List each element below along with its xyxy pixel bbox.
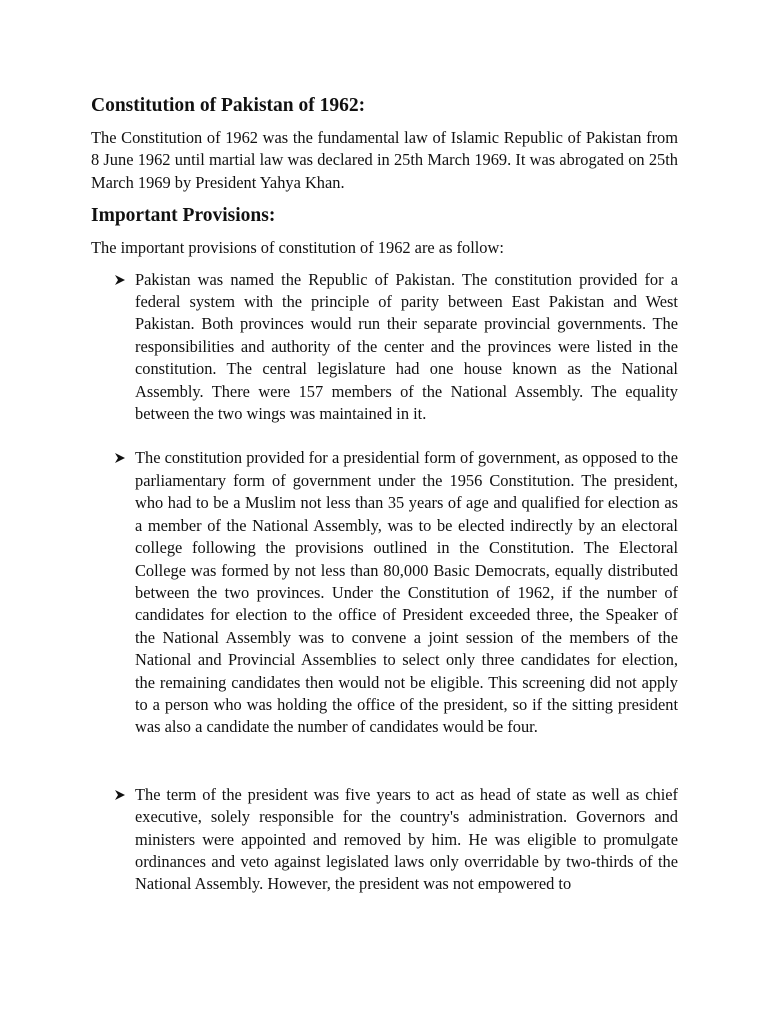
provision-text: Pakistan was named the Republic of Pakistan. The constitution provided for a federal system with the principle of parity between East Pakistan and West Pakistan. Both provinces would run their separate provincial governments. The responsibilities and authority of the center and the provinces were listed in the constitution. The central legislature had one house known as the National Assembly. There were 157 members of the National Assembly. The equality between the two wings was maintained in it.	[135, 269, 678, 424]
arrowhead-bullet-icon	[114, 789, 126, 801]
document-page	[91, 92, 678, 896]
provisions-intro: The important provisions of constitution of 1962 are as follow:	[91, 238, 504, 258]
arrowhead-bullet-icon	[114, 452, 126, 464]
provision-text: The constitution provided for a presidential form of government, as opposed to the parliamentary form of government under the 1956 Constitution. The president, who had to be a Muslim not less than 35 years of age and qualified for election as a member of the National Assembly, was to be elected indirectly by an electoral college following the provisions outlined in the Constitution. The Electoral College was formed by not less than 80,000 Basic Democrats, equally distributed between the two provinces. Under the Constitution of 1962, if the number of candidates for election to the office of President exceeded three, the Speaker of the National Assembly was to convene a joint session of the members of the National and Provincial Assemblies to select only three candidates for election, the remaining candidates then would not be eligible. This screening did not apply to a person who was holding the office of the president, so if the sitting president was also a candidate the number of candidates would be four.	[135, 448, 678, 737]
arrowhead-bullet-icon	[114, 274, 126, 286]
provision-item	[91, 447, 678, 738]
document-title: Constitution of Pakistan of 1962:	[91, 95, 366, 116]
provisions-list	[91, 269, 678, 896]
intro-paragraph: The Constitution of 1962 was the fundamental law of Islamic Republic of Pakistan from 8 June 1962 until martial law was declared in 25th March 1969. It was abrogated on 25th March 1969 by President Yahya Khan.	[91, 128, 678, 192]
section-heading: Important Provisions:	[91, 205, 276, 227]
provision-item	[91, 269, 678, 426]
provision-text: The term of the president was five years to act as head of state as well as chief executive, solely responsible for the country's administration. Governors and ministers were appointed and removed by him. He was eligible to promulgate ordinances and veto against legislated laws only overridable by two-thirds of the National Assembly. However, the president was not empowered to	[135, 784, 678, 894]
provision-item	[91, 784, 678, 896]
